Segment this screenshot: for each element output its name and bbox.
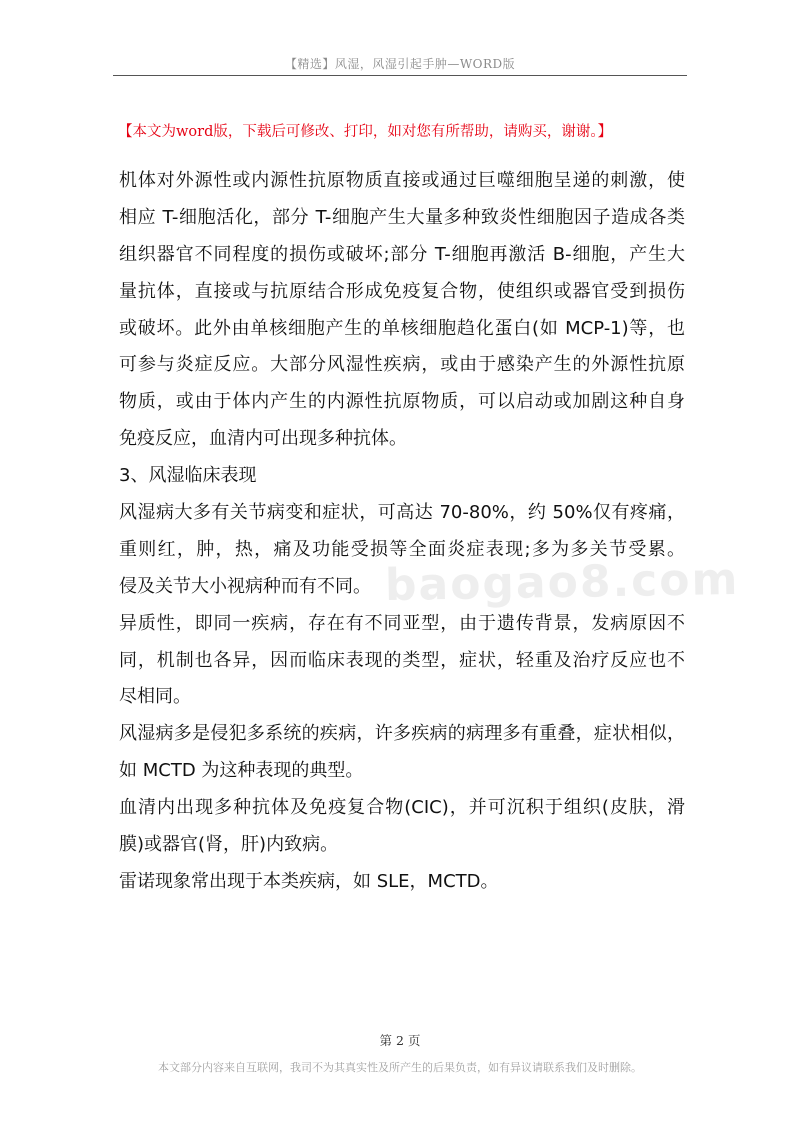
download-notice: 【本文为word版，下载后可修改、打印，如对您有所帮助，请购买，谢谢。】 — [118, 124, 613, 140]
watermark: baogao8.com — [384, 553, 740, 612]
page-header: 【精选】风湿，风湿引起手肿—WORD版 — [284, 57, 516, 71]
paragraph-line: 物质，或由于体内产生的内源性抗原物质，可以启动或加剧这种自身 — [119, 391, 685, 413]
paragraph-line: 血清内出现多种抗体及免疫复合物(CIC)，并可沉积于组织(皮肤，滑 — [119, 797, 685, 819]
paragraph-line: 侵及关节大小视病种而有不同。 — [119, 575, 371, 597]
body-text — [119, 163, 685, 901]
paragraph-line: 如 MCTD 为这种表现的典型。 — [119, 760, 364, 782]
page-number: 第 2 页 — [379, 1033, 421, 1048]
paragraph-line: 雷诺现象常出现于本类疾病，如 SLE，MCTD。 — [119, 870, 499, 892]
paragraph-line: 组织器官不同程度的损伤或破坏;部分 T-细胞再激活 B-细胞，产生大 — [119, 243, 685, 265]
paragraph-line: 风湿病大多有关节病变和症状，可高达 70-80%，约 50%仅有疼痛， — [119, 502, 685, 524]
paragraph-line: 尽相同。 — [119, 686, 191, 708]
paragraph-line: 免疫反应，血清内可出现多种抗体。 — [119, 428, 407, 450]
paragraph-line: 机体对外源性或内源性抗原物质直接或通过巨噬细胞呈递的刺激，使 — [119, 170, 685, 191]
paragraph-line: 同，机制也各异，因而临床表现的类型，症状，轻重及治疗反应也不 — [119, 649, 685, 671]
paragraph-line: 异质性，即同一疾病，存在有不同亚型，由于遗传背景，发病原因不 — [119, 612, 685, 634]
section-heading: 3、风湿临床表现 — [119, 465, 257, 487]
paragraph-line: 量抗体，直接或与抗原结合形成免疫复合物，使组织或器官受到损伤 — [119, 280, 685, 302]
paragraph-line: 或破坏。此外由单核细胞产生的单核细胞趋化蛋白(如 MCP-1)等，也 — [119, 317, 685, 339]
paragraph-line: 风湿病多是侵犯多系统的疾病，许多疾病的病理多有重叠，症状相似， — [119, 723, 685, 745]
paragraph-line: 重则红，肿，热，痛及功能受损等全面炎症表现;多为多关节受累。 — [119, 538, 685, 560]
paragraph-line: 可参与炎症反应。大部分风湿性疾病，或由于感染产生的外源性抗原 — [119, 354, 685, 376]
header-rule — [113, 75, 687, 76]
paragraph-line: 膜)或器官(肾，肝)内致病。 — [119, 834, 339, 856]
footer-disclaimer: 本文部分内容来自互联网，我司不为其真实性及所产生的后果负责，如有异议请联系我们及时删除。 — [158, 1061, 642, 1074]
paragraph-line: 相应 T-细胞活化，部分 T-细胞产生大量多种致炎性细胞因子造成各类 — [119, 206, 685, 228]
